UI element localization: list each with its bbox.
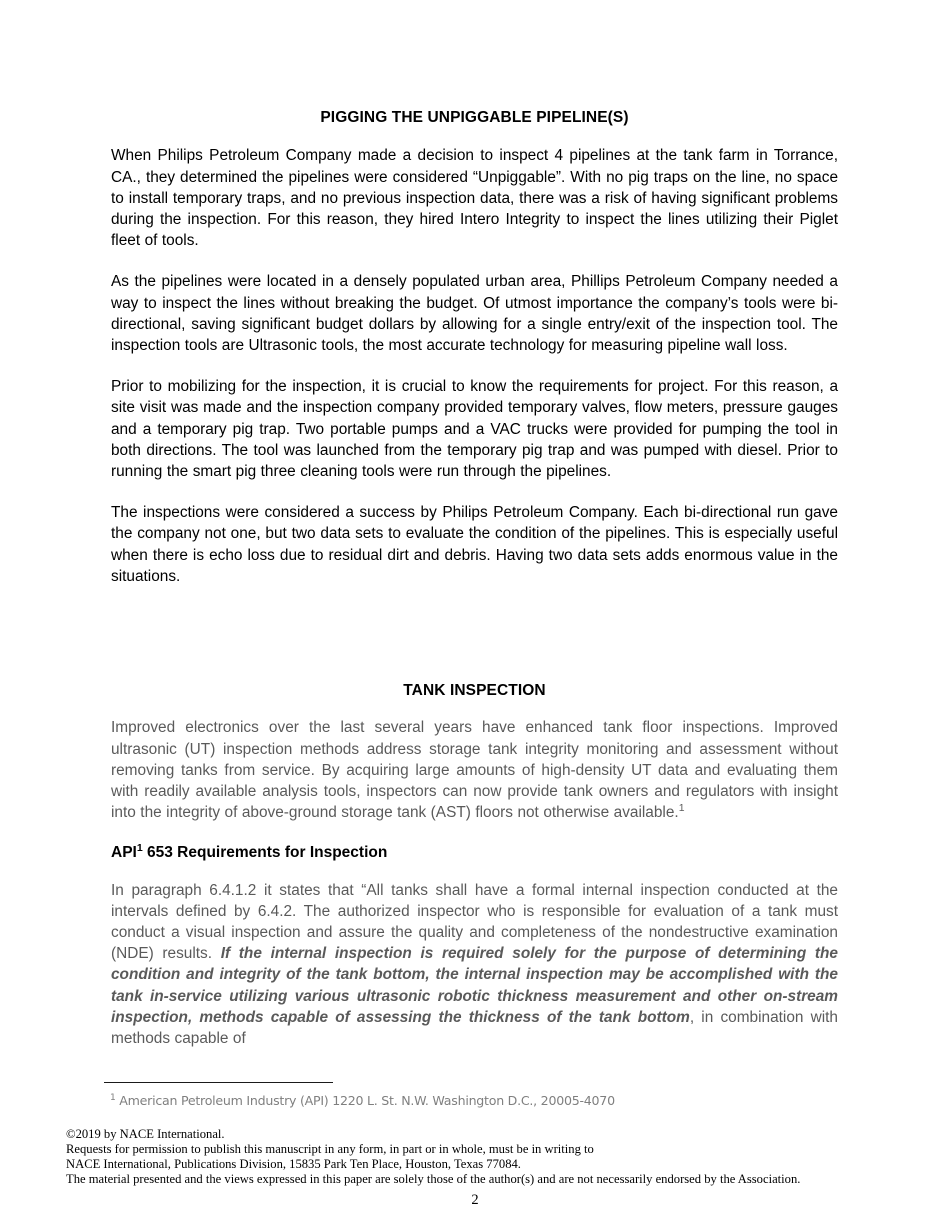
subheading-suffix: 653 Requirements for Inspection	[142, 844, 388, 862]
page-number: 2	[471, 1192, 479, 1208]
api-quote-plain-end: , in combination with methods capable of	[111, 1008, 838, 1047]
page-footer	[66, 1127, 856, 1187]
api-quote-plain-start: In paragraph 6.4.1.2 it states that “All tanks shall have a formal internal inspection conducted at the intervals defined by 6.4.2. The authorized inspector who is responsible for evaluation of a tank must conduct a visual inspection and assure the quality and completeness of the nondestructive examination (NDE) results.	[111, 881, 838, 963]
paragraph-api-653-quote	[111, 880, 838, 1050]
paragraph-tank-inspection-intro	[111, 717, 838, 823]
subheading-footnote-marker: 1	[136, 842, 143, 855]
page-content	[111, 108, 838, 1049]
footnote-separator-rule	[104, 1082, 333, 1083]
paragraph-mobilization-requirements: Prior to mobilizing for the inspection, it is crucial to know the requirements for project. For this reason, a site visit was made and the inspection company provided temporary valves, flow meters, pressure gauges and a temporary pig trap. Two portable pumps and a VAC trucks were provided for pumping the tool in both directions. The tool was launched from the temporary pig trap and was pumped with diesel. Prior to running the smart pig three cleaning tools were run through the pipelines.	[111, 378, 838, 481]
footer-disclaimer-line: The material presented and the views expressed in this paper are solely those of the author(s) and are not necessarily endorsed by the Association.	[66, 1172, 801, 1187]
footnote-area	[104, 1082, 844, 1109]
subheading-prefix: API	[111, 844, 137, 862]
section-spacer	[111, 607, 838, 681]
api-quote-emphasis: If the internal inspection is required solely for the purpose of determining the condition and integrity of the tank bottom, the internal inspection may be accomplished with the tank in-service utilizing various ultrasonic robotic thickness measurement and other on-stream inspection, methods capable of assessing the thickness of the tank bottom	[111, 945, 838, 1026]
footnote-entry	[104, 1092, 844, 1109]
subheading-api-653-requirements	[111, 843, 838, 863]
paragraph-tank-inspection-intro-text: Improved electronics over the last several years have enhanced tank floor inspections. Improved ultrasonic (UT) inspection methods address storage tank integrity monitoring and assessment without removing tanks from service. By acquiring large amounts of high-density UT data and evaluating them with readily available analysis tools, inspectors can now provide tank owners and regulators with insight into the integrity of above-ground storage tank (AST) floors not otherwise available.	[111, 719, 838, 822]
page-title: PIGGING THE UNPIGGABLE PIPELINE(S)	[320, 109, 629, 126]
paragraph-urban-area-budget: As the pipelines were located in a densely populated urban area, Phillips Petroleum Company needed a way to inspect the lines without breaking the budget. Of utmost importance the company’s tools were bi-directional, saving significant budget dollars by allowing for a single entry/exit of the inspection tool. The inspection tools are Ultrasonic tools, the most accurate technology for measuring pipeline wall loss.	[111, 273, 838, 354]
paragraph-inspection-success: The inspections were considered a success by Philips Petroleum Company. Each bi-directional run gave the company not one, but two data sets to evaluate the condition of the pipelines. This is especially useful when there is echo loss due to residual dirt and debris. Having two data sets adds enormous value in the situations.	[111, 504, 838, 585]
footer-permission-line: Requests for permission to publish this manuscript in any form, in part or in whole, must be in writing to	[66, 1142, 594, 1157]
section-heading-tank-inspection: TANK INSPECTION	[403, 682, 546, 700]
footnote-entry-text: American Petroleum Industry (API) 1220 L. St. N.W. Washington D.C., 20005-4070	[115, 1093, 615, 1108]
footer-copyright-line: ©2019 by NACE International.	[66, 1127, 225, 1141]
footnote-reference-marker: 1	[678, 803, 685, 815]
footer-address-line: NACE International, Publications Division, 15835 Park Ten Place, Houston, Texas 77084.	[66, 1157, 521, 1172]
footnote-entry-marker: 1	[110, 1092, 116, 1103]
paragraph-intro-project: When Philips Petroleum Company made a decision to inspect 4 pipelines at the tank farm in Torrance, CA., they determined the pipelines were considered “Unpiggable”. With no pig traps on the line, no space to install temporary traps, and no previous inspection data, there was a risk of having significant problems during the inspection. For this reason, they hired Intero Integrity to inspect the lines utilizing their Piglet fleet of tools.	[111, 147, 838, 250]
